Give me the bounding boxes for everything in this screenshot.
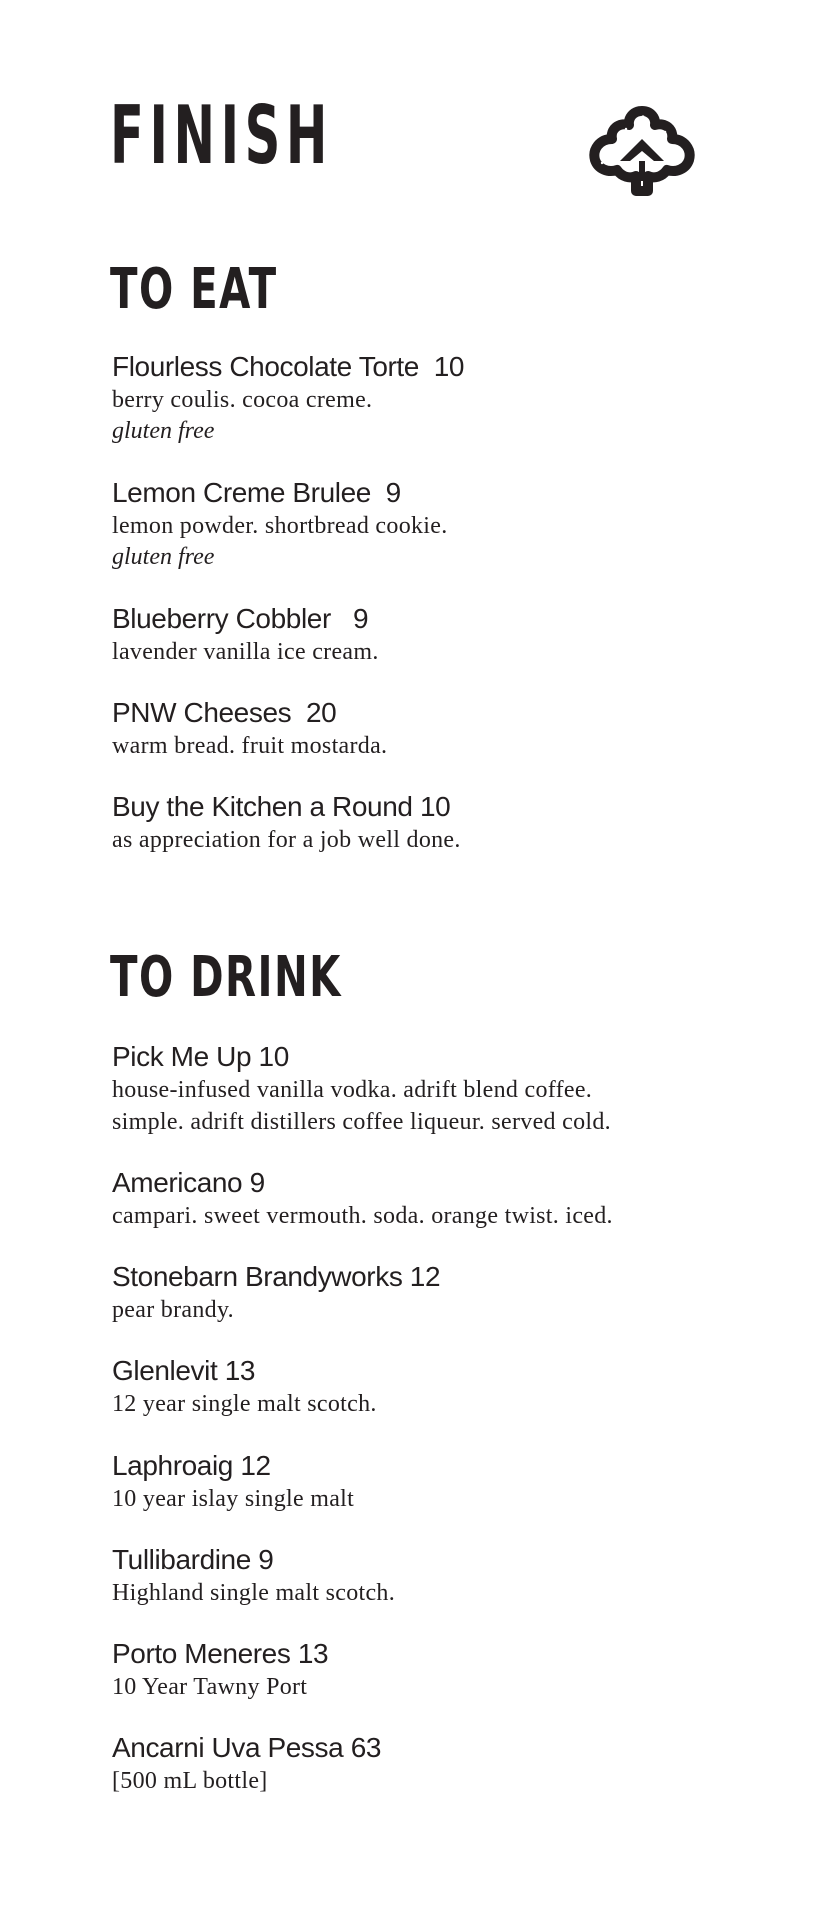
menu-item <box>112 1731 792 1797</box>
menu-item <box>112 1166 792 1232</box>
item-name: Flourless Chocolate Torte 10 <box>112 351 465 382</box>
item-description: berry coulis. cocoa creme. <box>112 387 373 413</box>
menu-item <box>112 1543 792 1609</box>
item-dietary-note: gluten free <box>112 544 215 570</box>
menu-item <box>112 602 792 668</box>
menu-item <box>112 476 792 572</box>
item-name: Pick Me Up 10 <box>112 1041 289 1072</box>
item-description: Highland single malt scotch. <box>112 1580 396 1606</box>
item-name: Tullibardine 9 <box>112 1544 274 1575</box>
item-name: Buy the Kitchen a Round 10 <box>112 791 451 822</box>
item-description: warm bread. fruit mostarda. <box>112 733 388 759</box>
item-description: [500 mL bottle] <box>112 1768 268 1794</box>
item-description: lemon powder. shortbread cookie. <box>112 513 448 539</box>
item-name: Blueberry Cobbler 9 <box>112 603 369 634</box>
item-description: pear brandy. <box>112 1297 234 1323</box>
item-name: Glenlevit 13 <box>112 1355 256 1386</box>
item-dietary-note: gluten free <box>112 418 215 444</box>
item-description: campari. sweet vermouth. soda. orange twist. iced. <box>112 1203 613 1229</box>
item-description-line-2: simple. adrift distillers coffee liqueur. served cold. <box>112 1109 611 1135</box>
item-description: house-infused vanilla vodka. adrift blend coffee. <box>112 1077 593 1103</box>
item-name: Laphroaig 12 <box>112 1450 271 1481</box>
item-name: Americano 9 <box>112 1167 265 1198</box>
page-title: FINISH <box>110 89 334 182</box>
menu-item <box>112 1449 792 1515</box>
item-description: 10 Year Tawny Port <box>112 1674 308 1700</box>
tree-logo-icon <box>586 103 698 199</box>
item-description: 10 year islay single malt <box>112 1486 355 1512</box>
item-name: Porto Meneres 13 <box>112 1638 329 1669</box>
menu-item <box>112 1354 792 1420</box>
item-description: 12 year single malt scotch. <box>112 1391 377 1417</box>
item-name: Lemon Creme Brulee 9 <box>112 477 401 508</box>
item-description: as appreciation for a job well done. <box>112 827 461 853</box>
menu-item <box>112 1260 792 1326</box>
menu-item <box>112 790 792 856</box>
menu-item <box>112 696 792 762</box>
menu-item <box>112 350 792 446</box>
menu-item <box>112 1637 792 1703</box>
item-name: Ancarni Uva Pessa 63 <box>112 1732 382 1763</box>
section-heading-to-eat: TO EAT <box>110 257 278 322</box>
item-name: Stonebarn Brandyworks 12 <box>112 1261 441 1292</box>
section-heading-to-drink: TO DRINK <box>110 945 342 1010</box>
item-name: PNW Cheeses 20 <box>112 697 337 728</box>
item-description: lavender vanilla ice cream. <box>112 639 379 665</box>
menu-item <box>112 1040 792 1138</box>
